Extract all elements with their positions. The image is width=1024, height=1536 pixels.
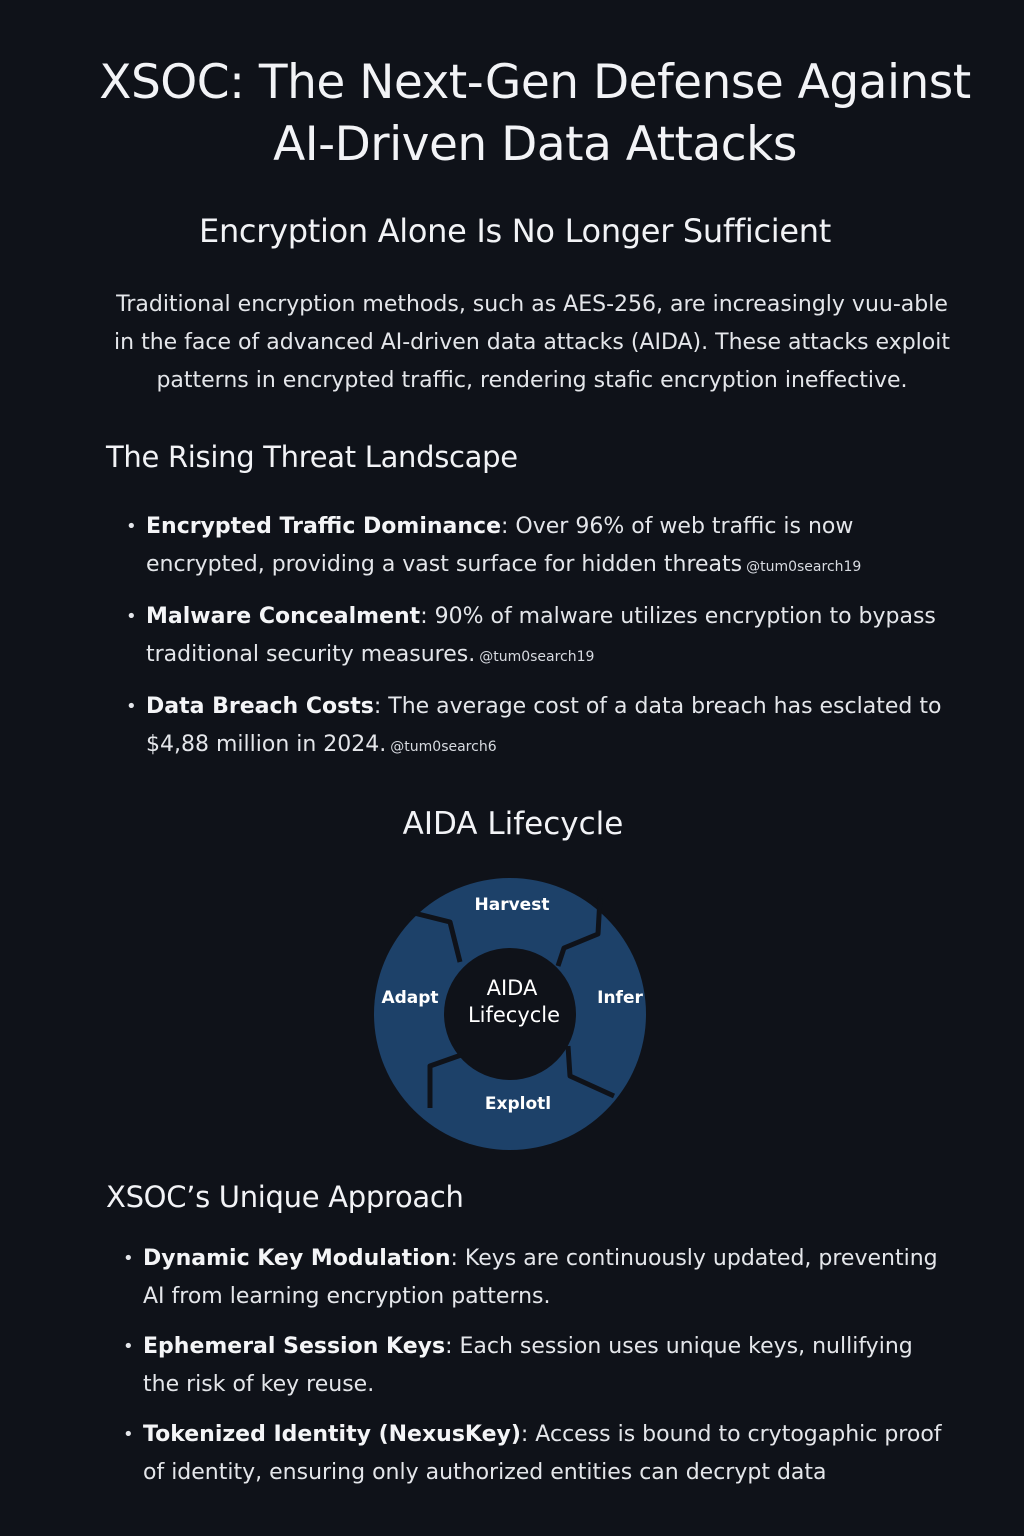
bullet-icon: • — [123, 1424, 134, 1445]
intro-line-2: in the face of advanced AI-driven data attacks (AIDA). These attacks exploit — [114, 330, 950, 355]
threat-item-text: : 90% of malware utilizes encryption to bypass traditional security measures. — [146, 604, 936, 667]
bullet-icon: • — [123, 1336, 134, 1357]
lifecycle-heading: AIDA Lifecycle — [402, 806, 624, 842]
threat-item-term: Malware Concealment — [146, 604, 421, 629]
stage-harvest: Harvest — [474, 895, 550, 915]
stage-adapt: Adapt — [381, 988, 439, 1008]
approach-item-term: Dynamic Key Modulation — [143, 1246, 451, 1271]
hub-label-line-1: AIDA — [486, 976, 538, 1000]
page-title-line-1: XSOC: The Next-Gen Defense Against — [99, 55, 971, 110]
approach-item-session-keys — [123, 1328, 943, 1404]
threat-item-term: Encrypted Traffic Dominance — [146, 514, 502, 539]
bullet-icon: • — [126, 516, 137, 537]
approach-list — [123, 1240, 943, 1504]
bullet-icon: • — [126, 606, 137, 627]
approach-item-text: : Keys are continuously updated, preventing AI from learning encryption patterns. — [143, 1246, 938, 1309]
approach-item-text: : Each session uses unique keys, nullifying the risk of key reuse. — [143, 1334, 913, 1397]
approach-item-text: : Access is bound to crytogaphic proof of identity, ensuring only authorized entities can decrypt data — [143, 1422, 942, 1485]
threat-landscape-heading: The Rising Threat Landscape — [106, 440, 518, 474]
approach-item-tokenized-identity — [123, 1416, 943, 1492]
intro-paragraph — [100, 286, 964, 400]
threat-list — [126, 508, 966, 778]
citation: @tum0search6 — [390, 739, 497, 755]
bullet-icon: • — [126, 696, 137, 717]
threat-item-breach-costs — [126, 688, 966, 766]
threat-item-malware — [126, 598, 966, 676]
threat-item-text: : Over 96% of web traffic is now encrypted, providing a vast surface for hidden threats — [146, 514, 854, 577]
page-title — [0, 52, 1024, 176]
approach-item-term: Tokenized Identity (NexusKey) — [143, 1422, 521, 1447]
stage-infer: Infer — [597, 988, 643, 1008]
citation: @tum0search19 — [479, 649, 595, 665]
threat-item-traffic — [126, 508, 966, 586]
citation: @tum0search19 — [746, 559, 862, 575]
aida-lifecycle-diagram — [360, 876, 660, 1156]
encryption-heading: Encryption Alone Is No Longer Sufficient — [199, 212, 831, 250]
bullet-icon: • — [123, 1248, 134, 1269]
intro-line-3: patterns in encrypted traffic, rendering stafic encryption ineffective. — [156, 368, 908, 393]
threat-item-term: Data Breach Costs — [146, 694, 374, 719]
intro-line-1: Traditional encryption methods, such as AES-256, are increasingly vuu-able — [116, 292, 948, 317]
approach-item-key-modulation — [123, 1240, 943, 1316]
page-title-line-2: AI-Driven Data Attacks — [273, 117, 797, 172]
approach-heading: XSOC’s Unique Approach — [106, 1180, 464, 1214]
hub-label-line-2: Lifecycle — [467, 1003, 561, 1027]
stage-exploit: Explotl — [484, 1094, 552, 1114]
approach-item-term: Ephemeral Session Keys — [143, 1334, 446, 1359]
threat-item-text: : The average cost of a data breach has esclated to $4,88 million in 2024. — [146, 694, 942, 757]
